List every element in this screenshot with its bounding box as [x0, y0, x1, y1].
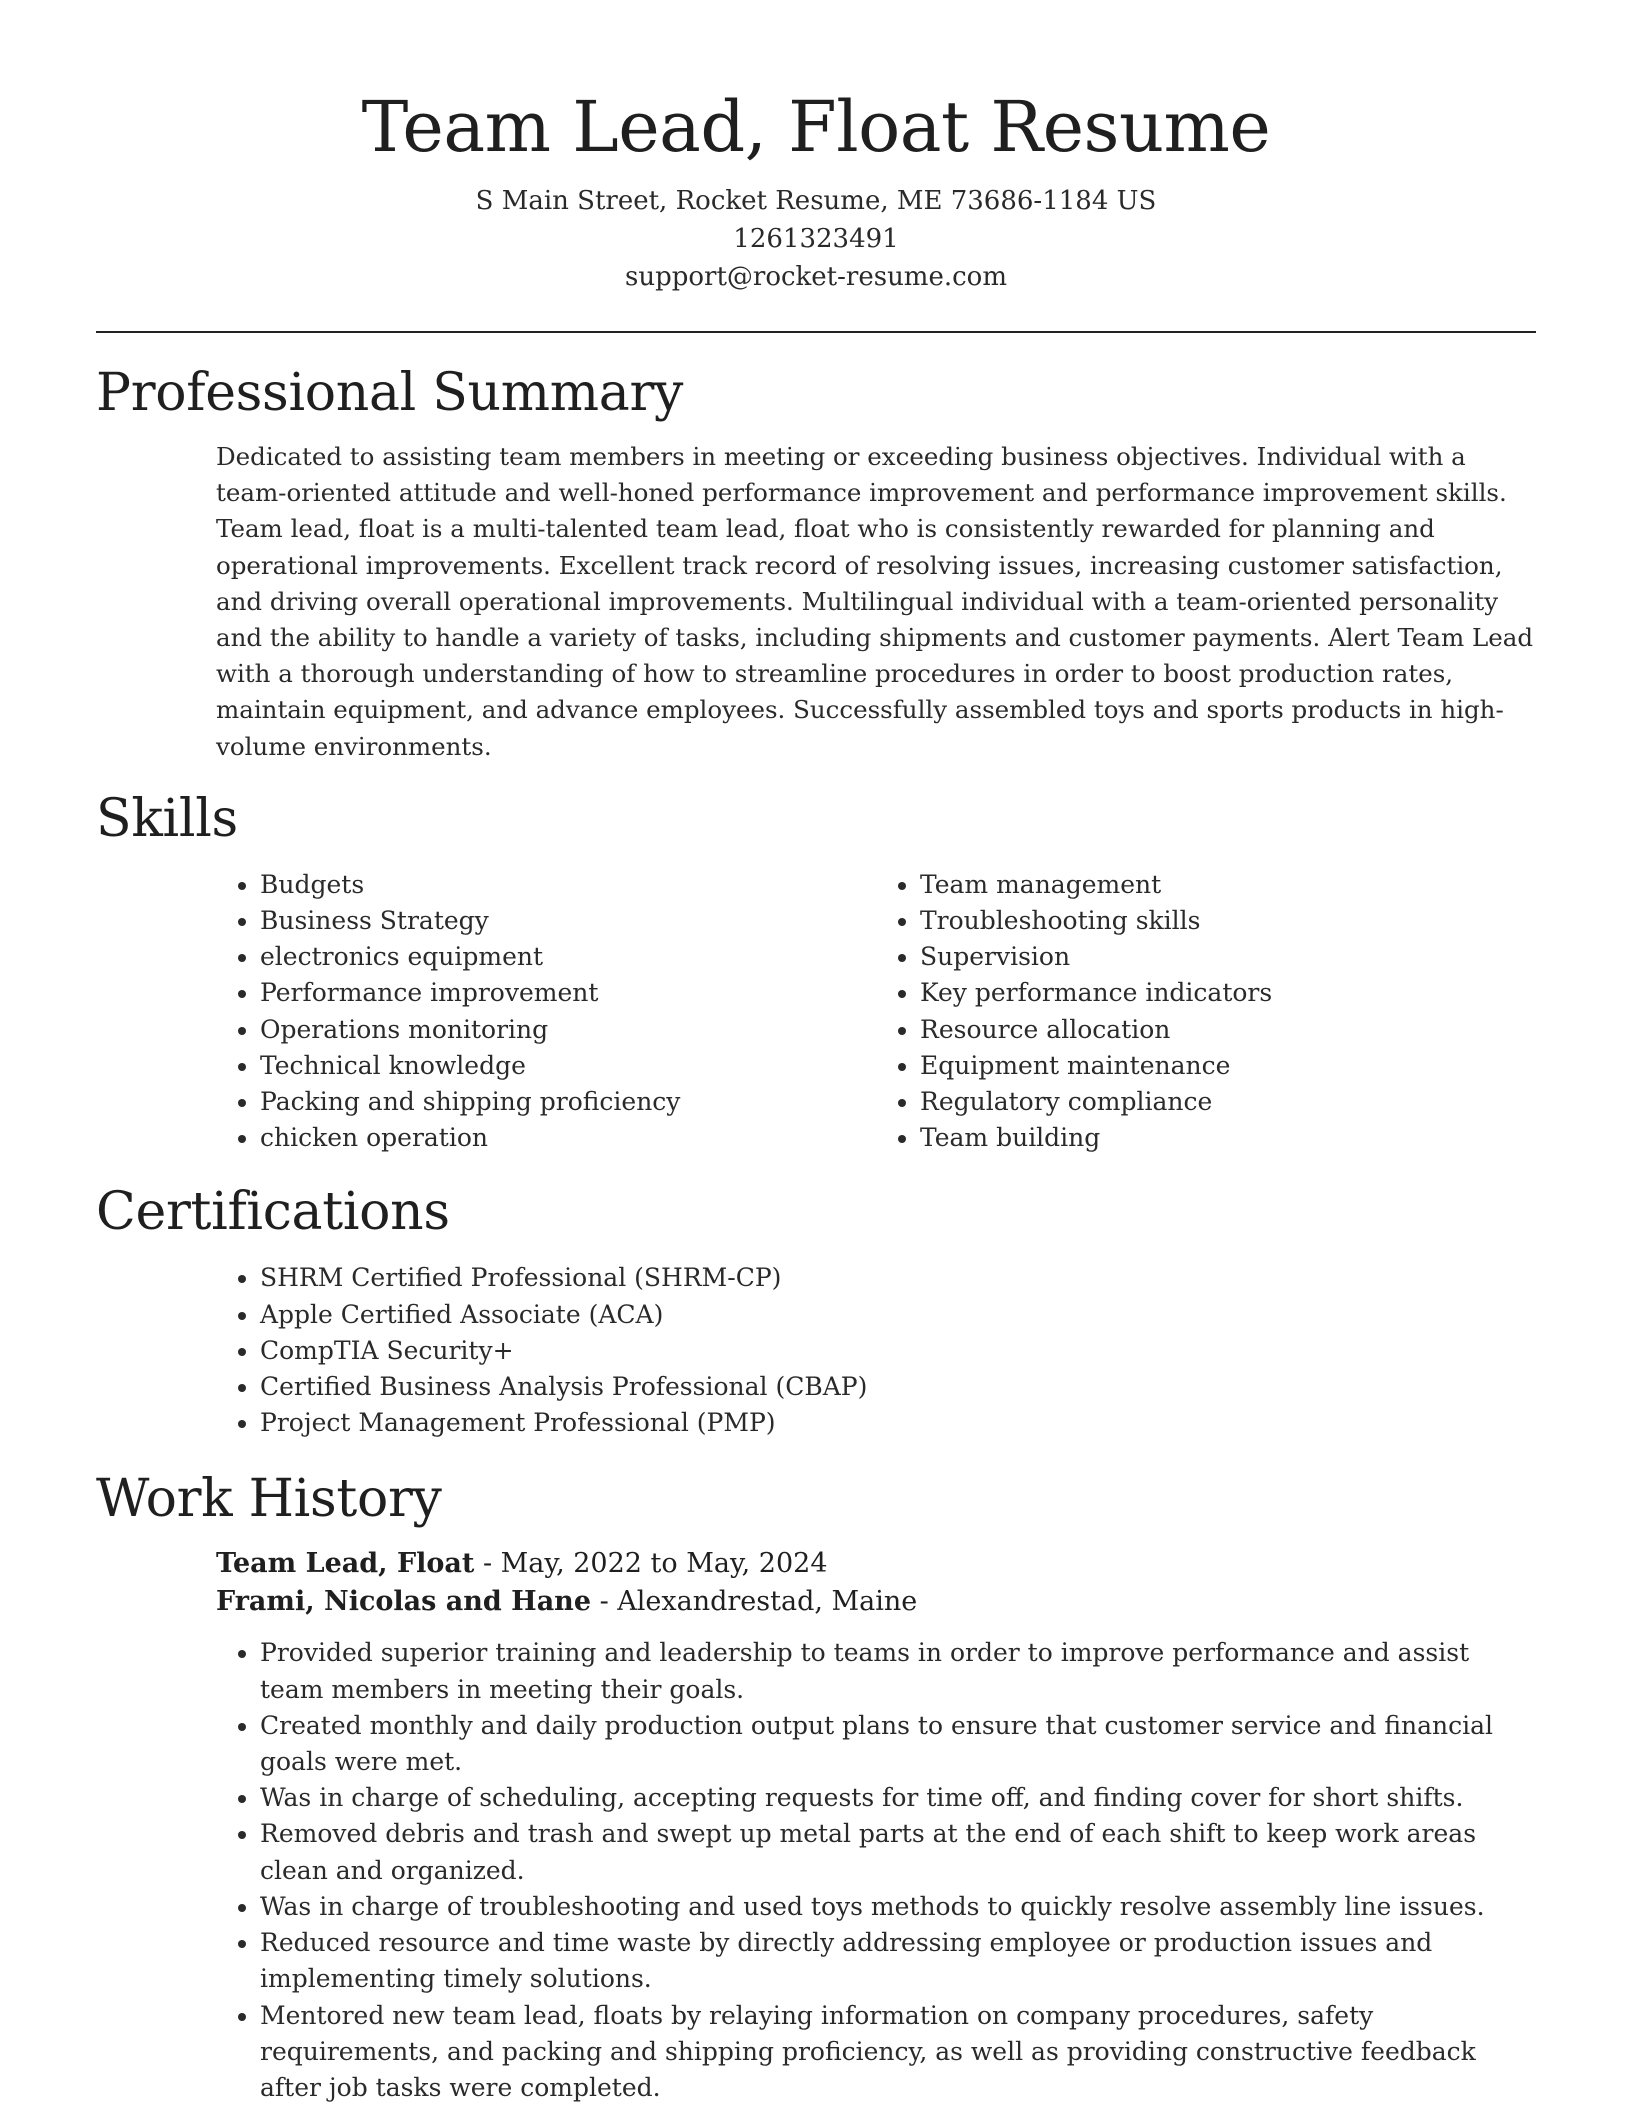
- certification-item: • CompTIA Security+: [260, 1333, 1536, 1369]
- skill-item: • chicken operation: [260, 1120, 876, 1156]
- skill-item: • Budgets: [260, 867, 876, 903]
- skill-item: • Team building: [920, 1120, 1536, 1156]
- job-bullets: [216, 1635, 1536, 2106]
- contact-address: S Main Street, Rocket Resume, ME 73686-1184 US: [475, 186, 1157, 216]
- skill-item: • Resource allocation: [920, 1012, 1536, 1048]
- certification-item: • Project Management Professional (PMP): [260, 1405, 1536, 1441]
- skill-item: • Regulatory compliance: [920, 1084, 1536, 1120]
- certification-item: • Certified Business Analysis Professional (CBAP): [260, 1369, 1536, 1405]
- job-company: Frami, Nicolas and Hane: [216, 1586, 591, 1618]
- job-entry: [216, 1545, 1536, 2106]
- skill-item: • Key performance indicators: [920, 975, 1536, 1011]
- job-bullet: • Provided superior training and leadership to teams in order to improve performance and assist team members in meeting their goals.: [260, 1635, 1536, 1707]
- summary-section: [96, 361, 1536, 765]
- skill-item: • Supervision: [920, 939, 1536, 975]
- resume-header: [96, 0, 1536, 296]
- certifications-heading: Certifications: [96, 1182, 450, 1243]
- resume-title: Team Lead, Float Resume: [361, 86, 1271, 168]
- skills-columns: [216, 867, 1536, 1157]
- job-bullet: • Created monthly and daily production output plans to ensure that customer service and financial goals were met.: [260, 1708, 1536, 1780]
- summary-heading: Professional Summary: [96, 363, 684, 423]
- job-bullet: • Was in charge of troubleshooting and used toys methods to quickly resolve assembly line issues.: [260, 1889, 1536, 1925]
- header-divider: [96, 331, 1536, 333]
- skills-list-right: [876, 867, 1536, 1157]
- job-dates: - May, 2022 to May, 2024: [474, 1548, 828, 1580]
- job-location: - Alexandrestad, Maine: [591, 1586, 918, 1618]
- skill-item: • Equipment maintenance: [920, 1048, 1536, 1084]
- summary-text: Dedicated to assisting team members in meeting or exceeding business objectives. Individual with a team-oriented attitude and well-honed performance improvement and performance improvement skills. Team lead, float is a multi-talented team lead, float who is consistently rewarded for planning and operational improvements. Excellent track record of resolving issues, increasing customer satisfaction, and driving overall operational improvements. Multilingual individual with a team-oriented personality and the ability to handle a variety of tasks, including shipments and customer payments. Alert Team Lead with a thorough understanding of how to streamline procedures in order to boost production rates, maintain equipment, and advance employees. Successfully assembled toys and sports products in high-volume environments.: [216, 442, 1534, 761]
- contact-info: [96, 182, 1536, 296]
- skill-item: • Team management: [920, 867, 1536, 903]
- skills-list-left: [216, 867, 876, 1157]
- job-bullet: • Was in charge of scheduling, accepting requests for time off, and finding cover for short shifts.: [260, 1780, 1536, 1816]
- skills-heading: Skills: [96, 788, 238, 849]
- certification-item: • Apple Certified Associate (ACA): [260, 1297, 1536, 1333]
- skill-item: • Packing and shipping proficiency: [260, 1084, 876, 1120]
- certifications-section: [96, 1180, 1536, 1441]
- contact-email: support@rocket-resume.com: [624, 262, 1007, 292]
- certification-item: • SHRM Certified Professional (SHRM-CP): [260, 1260, 1536, 1296]
- work-history-heading: Work History: [96, 1469, 442, 1530]
- skill-item: • Performance improvement: [260, 975, 876, 1011]
- skill-item: • electronics equipment: [260, 939, 876, 975]
- skill-item: • Technical knowledge: [260, 1048, 876, 1084]
- job-bullet: • Reduced resource and time waste by directly addressing employee or production issues and implementing timely solutions.: [260, 1925, 1536, 1997]
- skill-item: • Business Strategy: [260, 903, 876, 939]
- work-history-section: [96, 1467, 1536, 2106]
- skill-item: • Operations monitoring: [260, 1012, 876, 1048]
- skills-section: [96, 787, 1536, 1157]
- skill-item: • Troubleshooting skills: [920, 903, 1536, 939]
- certifications-list: [216, 1260, 1536, 1441]
- resume-page: [96, 0, 1536, 2106]
- job-title: Team Lead, Float: [216, 1548, 475, 1580]
- job-bullet: • Mentored new team lead, floats by relaying information on company procedures, safety requirements, and packing and shipping proficiency, as well as providing constructive feedback after job tasks were completed.: [260, 1998, 1536, 2107]
- contact-phone: 1261323491: [733, 224, 899, 254]
- job-bullet: • Removed debris and trash and swept up metal parts at the end of each shift to keep work areas clean and organized.: [260, 1816, 1536, 1888]
- job-company-line: [216, 1583, 1536, 1621]
- job-title-line: [216, 1545, 1536, 1583]
